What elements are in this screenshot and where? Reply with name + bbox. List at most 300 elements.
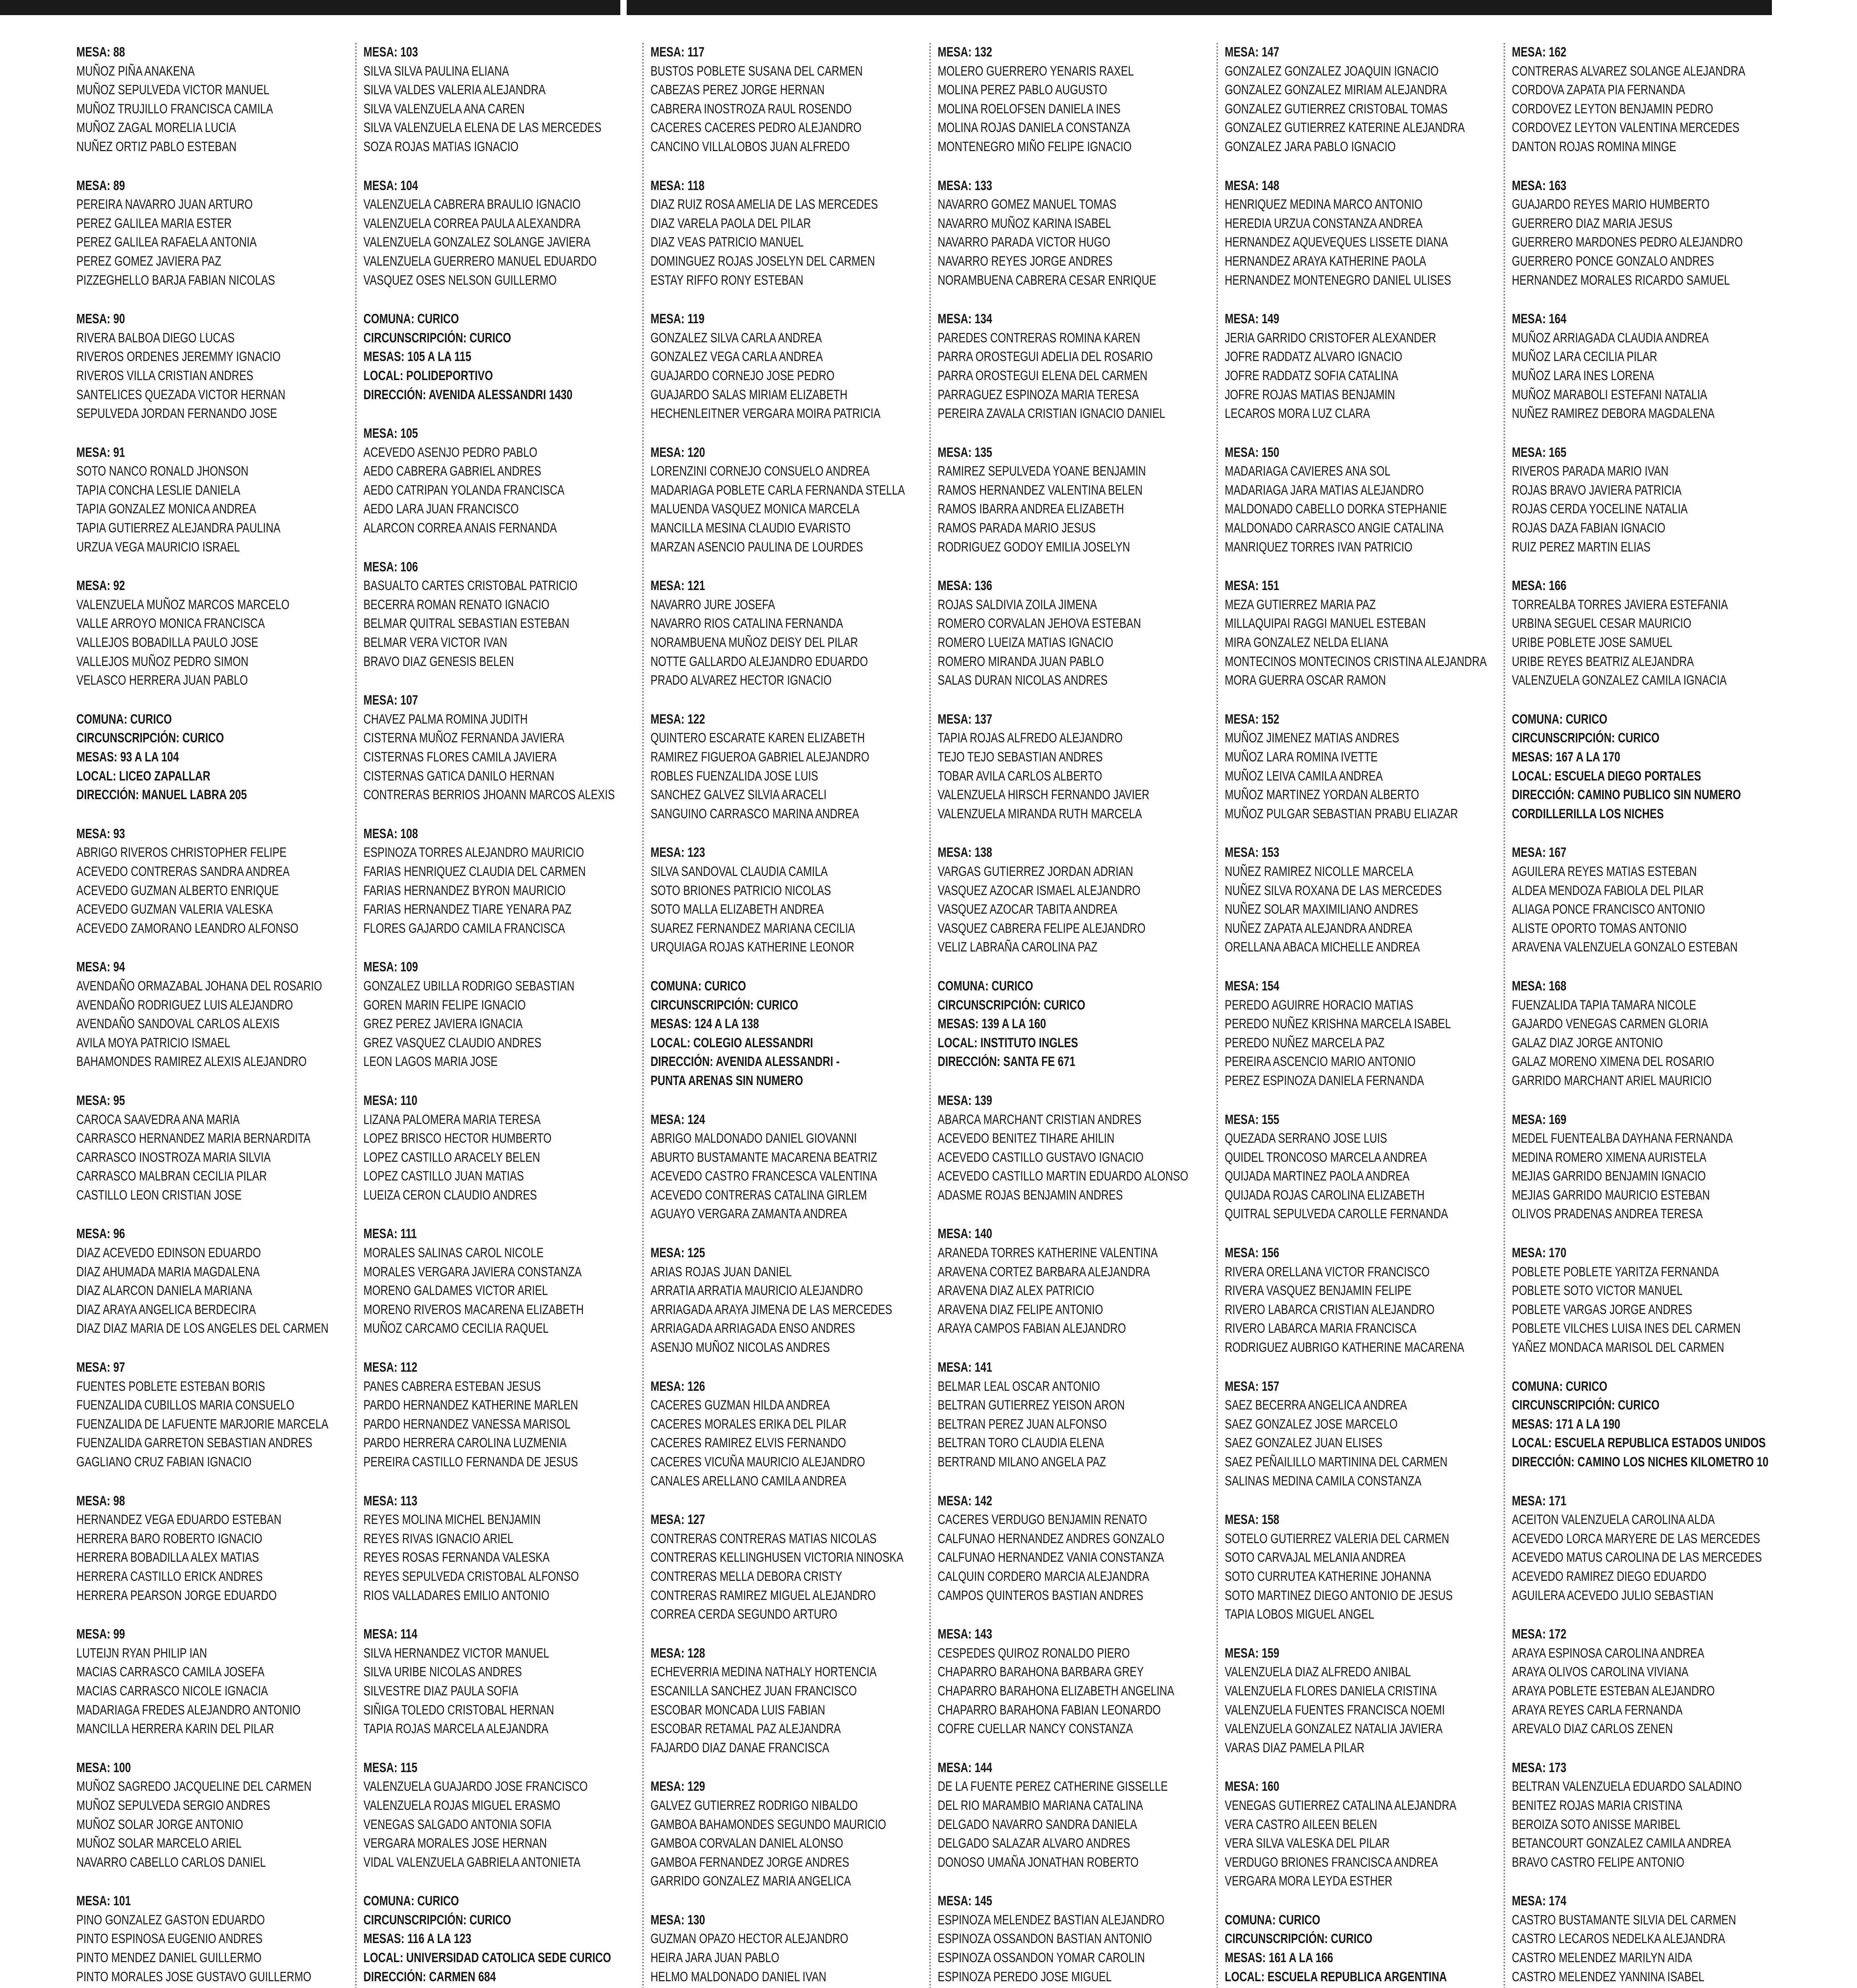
- voter-name: SAEZ GONZALEZ JOSE MARCELO: [1225, 1416, 1398, 1432]
- voter-name: HELMO MALDONADO DANIEL IVAN: [651, 1969, 827, 1984]
- voter-name: ROMERO CORVALAN JEHOVA ESTEBAN: [938, 616, 1141, 631]
- voter-name: VALENZUELA MIRANDA RUTH MARCELA: [938, 806, 1142, 821]
- voter-name: HERRERA CASTILLO ERICK ANDRES: [76, 1569, 263, 1584]
- polling-place-line: DIRECCIÓN: SANTA FE 671: [938, 1054, 1076, 1070]
- mesa-heading: MESA: 122: [651, 711, 705, 727]
- voter-name: GONZALEZ GUTIERREZ KATERINE ALEJANDRA: [1225, 120, 1465, 136]
- voter-name: ESCANILLA SANCHEZ JUAN FRANCISCO: [651, 1683, 857, 1699]
- voter-name: CONTRERAS ALVAREZ SOLANGE ALEJANDRA: [1512, 63, 1746, 79]
- voter-name: ACEVEDO LORCA MARYERE DE LAS MERCEDES: [1512, 1531, 1760, 1546]
- voter-name: MANRIQUEZ TORRES IVAN PATRICIO: [1225, 539, 1413, 555]
- mesa-heading: MESA: 106: [363, 559, 418, 575]
- voter-name: PAREDES CONTRERAS ROMINA KAREN: [938, 330, 1140, 346]
- voter-name: DIAZ VEAS PATRICIO MANUEL: [651, 235, 804, 250]
- voter-name: SILVA HERNANDEZ VICTOR MANUEL: [363, 1645, 550, 1661]
- mesa-block: [938, 1759, 1208, 1872]
- voter-name: MEDINA ROMERO XIMENA AURISTELA: [1512, 1149, 1707, 1165]
- mesa-heading: MESA: 154: [1225, 978, 1280, 994]
- voter-name: QUIJADA ROJAS CAROLINA ELIZABETH: [1225, 1187, 1425, 1203]
- voter-name: [938, 1986, 1148, 1988]
- mesa-heading: MESA: 126: [651, 1378, 705, 1394]
- voter-name: GREZ PEREZ JAVIERA IGNACIA: [363, 1016, 523, 1032]
- mesa-heading: MESA: 98: [76, 1493, 125, 1508]
- voter-name: ESCOBAR RETAMAL PAZ ALEJANDRA: [651, 1721, 841, 1737]
- voter-name: CACERES VERDUGO BENJAMIN RENATO: [938, 1512, 1147, 1528]
- voter-name: MANCILLA MESINA CLAUDIO EVARISTO: [651, 520, 851, 536]
- mesa-block: [1512, 977, 1782, 1091]
- voter-name: CAMPOS QUINTEROS BASTIAN ANDRES: [938, 1588, 1144, 1603]
- mesa-block: [651, 1377, 921, 1491]
- voter-name: ARIAS ROJAS JUAN DANIEL: [651, 1264, 792, 1279]
- mesa-block: [938, 310, 1208, 423]
- voter-name: CONTRERAS CONTRERAS MATIAS NICOLAS: [651, 1531, 877, 1546]
- voter-name: SANCHEZ GALVEZ SILVIA ARACELI: [651, 787, 827, 803]
- mesa-heading: MESA: 99: [76, 1627, 125, 1642]
- mesa-block: [651, 1510, 921, 1624]
- voter-name: GONZALEZ JARA PABLO IGNACIO: [1225, 139, 1396, 154]
- mesa-block: [938, 1492, 1208, 1606]
- voter-name: VASQUEZ OSES NELSON GUILLERMO: [363, 272, 557, 288]
- mesa-heading: MESA: 150: [1225, 445, 1280, 460]
- voter-name: ORELLANA ABACA MICHELLE ANDREA: [1225, 940, 1420, 955]
- mesa-heading: MESA: 158: [1225, 1512, 1280, 1528]
- voter-name: SUAREZ FERNANDEZ MARIANA CECILIA: [651, 920, 855, 936]
- mesa-block: [363, 825, 634, 938]
- voter-name: SOZA ROJAS MATIAS IGNACIO: [363, 139, 519, 154]
- mesa-heading: MESA: 165: [1512, 445, 1567, 460]
- voter-name: ACEVEDO GUZMAN ALBERTO ENRIQUE: [76, 883, 279, 898]
- voter-name: ACEVEDO BENITEZ TIHARE AHILIN: [938, 1131, 1115, 1146]
- mesa-block: [363, 43, 634, 157]
- voter-name: VERA SILVA VALESKA DEL PILAR: [1225, 1836, 1390, 1851]
- voter-name: VALENZUELA MUÑOZ MARCOS MARCELO: [76, 597, 289, 612]
- mesa-block: [651, 177, 921, 290]
- voter-name: URIBE POBLETE JOSE SAMUEL: [1512, 635, 1672, 650]
- voter-name: SILVA VALENZUELA ELENA DE LAS MERCEDES: [363, 120, 602, 136]
- voter-name: TAPIA CONCHA LESLIE DANIELA: [76, 482, 241, 498]
- voter-name: BUSTOS POBLETE SUSANA DEL CARMEN: [651, 63, 863, 79]
- voter-name: CORDOVA ZAPATA PIA FERNANDA: [1512, 82, 1685, 98]
- voter-name: POBLETE VARGAS JORGE ANDRES: [1512, 1302, 1692, 1317]
- mesa-block: [1512, 577, 1782, 690]
- voter-name: QUINTERO ESCARATE KAREN ELIZABETH: [651, 730, 865, 746]
- mesa-block: [938, 843, 1208, 957]
- mesa-heading: MESA: 148: [1225, 178, 1280, 193]
- polling-place-line: CIRCUNSCRIPCIÓN: CURICO: [1512, 730, 1660, 746]
- voter-name: FARIAS HERNANDEZ TIARE YENARA PAZ: [363, 902, 572, 917]
- voter-name: NORAMBUENA CABRERA CESAR ENRIQUE: [938, 272, 1156, 288]
- voter-name: MEJIAS GARRIDO BENJAMIN IGNACIO: [1512, 1169, 1706, 1184]
- top-rule-left: [0, 0, 620, 15]
- mesa-block: [1512, 1244, 1782, 1357]
- mesa-heading: MESA: 164: [1512, 311, 1567, 327]
- voter-name: ECHEVERRIA MEDINA NATHALY HORTENCIA: [651, 1664, 877, 1680]
- voter-name: MALDONADO CARRASCO ANGIE CATALINA: [1225, 520, 1444, 536]
- voter-name: CESPEDES QUIROZ RONALDO PIERO: [938, 1645, 1130, 1661]
- mesa-block: [363, 1091, 634, 1205]
- voter-name: DIAZ RUIZ ROSA AMELIA DE LAS MERCEDES: [651, 197, 878, 212]
- voter-name: DIAZ DIAZ MARIA DE LOS ANGELES DEL CARMEN: [76, 1321, 329, 1336]
- mesa-heading: MESA: 110: [363, 1093, 418, 1108]
- voter-name: GONZALEZ SILVA CARLA ANDREA: [651, 330, 822, 346]
- voter-name: CASTRO MELENDEZ MARILYN AIDA: [1512, 1950, 1692, 1966]
- voter-name: SAEZ PEÑAILILLO MARTININA DEL CARMEN: [1225, 1454, 1448, 1470]
- mesa-heading: MESA: 101: [76, 1893, 131, 1909]
- polling-place-info: [651, 977, 921, 1091]
- voter-name: GAMBOA BAHAMONDES SEGUNDO MAURICIO: [651, 1817, 886, 1832]
- mesa-heading: MESA: 167: [1512, 845, 1567, 860]
- polling-place-line: MESAS: 105 A LA 115: [363, 349, 472, 365]
- polling-place-line: PUNTA ARENAS SIN NUMERO: [651, 1073, 803, 1088]
- voter-name: FLORES GAJARDO CAMILA FRANCISCA: [363, 920, 565, 936]
- mesa-block: [651, 43, 921, 157]
- mesa-block: [76, 1492, 347, 1606]
- voter-name: VALENZUELA ROJAS MIGUEL ERASMO: [363, 1798, 561, 1813]
- voter-name: POBLETE POBLETE YARITZA FERNANDA: [1512, 1264, 1719, 1279]
- mesa-block: [1225, 1777, 1495, 1891]
- voter-name: CHAPARRO BARAHONA FABIAN LEONARDO: [938, 1702, 1161, 1718]
- mesa-block: [1512, 1759, 1782, 1872]
- voter-name: VARGAS GUTIERREZ JORDAN ADRIAN: [938, 864, 1133, 879]
- polling-place-info: [76, 710, 347, 805]
- voter-name: PEREZ GALILEA RAFAELA ANTONIA: [76, 235, 257, 250]
- mesa-heading: MESA: 160: [1225, 1779, 1280, 1794]
- mesa-block: [1225, 443, 1495, 557]
- mesa-heading: MESA: 166: [1512, 578, 1567, 594]
- polling-place-line: DIRECCIÓN: CARMEN 684: [363, 1969, 496, 1984]
- voter-name: HEREDIA URZUA CONSTANZA ANDREA: [1225, 215, 1423, 231]
- voter-name: VALLEJOS MUÑOZ PEDRO SIMON: [76, 654, 249, 669]
- mesa-heading: MESA: 159: [1225, 1645, 1280, 1661]
- voter-name: MEDEL FUENTEALBA DAYHANA FERNANDA: [1512, 1131, 1733, 1146]
- column-divider: [1216, 43, 1218, 1988]
- voter-name: MUÑOZ MARTINEZ YORDAN ALBERTO: [1225, 787, 1419, 803]
- mesa-block: [651, 443, 921, 557]
- voter-name: MANCILLA HERRERA KARIN DEL PILAR: [76, 1721, 274, 1737]
- voter-name: CASTILLO LEON CRISTIAN JOSE: [76, 1187, 242, 1203]
- voter-name: PEREIRA ASCENCIO MARIO ANTONIO: [1225, 1054, 1416, 1070]
- column-4: [938, 43, 1208, 1988]
- mesa-block: [1225, 1377, 1495, 1491]
- mesa-block: [938, 1225, 1208, 1338]
- mesa-heading: MESA: 127: [651, 1512, 705, 1528]
- mesa-block: [938, 43, 1208, 157]
- voter-name: CORDOVEZ LEYTON VALENTINA MERCEDES: [1512, 120, 1740, 136]
- voter-name: ROMERO MIRANDA JUAN PABLO: [938, 654, 1104, 669]
- mesa-block: [76, 1225, 347, 1338]
- voter-name: NUÑEZ SOLAR MAXIMILIANO ANDRES: [1225, 902, 1418, 917]
- voter-name: AVENDAÑO RODRIGUEZ LUIS ALEJANDRO: [76, 997, 293, 1013]
- voter-name: MUÑOZ LEIVA CAMILA ANDREA: [1225, 768, 1383, 784]
- polling-place-line: COMUNA: CURICO: [1512, 711, 1608, 727]
- voter-name: MORENO RIVEROS MACARENA ELIZABETH: [363, 1302, 584, 1317]
- voter-name: ALARCON CORREA ANAIS FERNANDA: [363, 520, 557, 536]
- mesa-heading: MESA: 124: [651, 1112, 705, 1127]
- voter-name: MOLINA ROJAS DANIELA CONSTANZA: [938, 120, 1131, 136]
- voter-name: NORAMBUENA MUÑOZ DEISY DEL PILAR: [651, 635, 858, 650]
- mesa-block: [1512, 1892, 1782, 1988]
- voter-name: CASTRO LECAROS NEDELKA ALEJANDRA: [1512, 1931, 1725, 1947]
- mesa-block: [76, 958, 347, 1072]
- voter-name: PARDO HERNANDEZ VANESSA MARISOL: [363, 1416, 571, 1432]
- voter-name: JERIA GARRIDO CRISTOFER ALEXANDER: [1225, 330, 1436, 346]
- mesa-heading: MESA: 144: [938, 1760, 993, 1775]
- voter-name: CABRERA INOSTROZA RAUL ROSENDO: [651, 101, 852, 116]
- voter-name: AEDO LARA JUAN FRANCISCO: [363, 501, 519, 517]
- voter-name: RIVERO LABARCA CRISTIAN ALEJANDRO: [1225, 1302, 1435, 1317]
- voter-name: ESPINOZA OSSANDON BASTIAN ANTONIO: [938, 1931, 1152, 1947]
- voter-name: DELGADO SALAZAR ALVARO ANDRES: [938, 1836, 1130, 1851]
- voter-name: MOLINA ROELOFSEN DANIELA INES: [938, 101, 1121, 116]
- voter-name: HERRERA BOBADILLA ALEX MATIAS: [76, 1550, 259, 1565]
- mesa-heading: MESA: 157: [1225, 1378, 1280, 1394]
- voter-name: DIAZ ALARCON DANIELA MARIANA: [76, 1283, 253, 1299]
- voter-name: FUENTES POBLETE ESTEBAN BORIS: [76, 1378, 265, 1394]
- mesa-block: [651, 1110, 921, 1224]
- voter-name: VALLEJOS BOBADILLA PAULO JOSE: [76, 635, 258, 650]
- mesa-heading: MESA: 155: [1225, 1112, 1280, 1127]
- voter-name: AEDO CATRIPAN YOLANDA FRANCISCA: [363, 482, 565, 498]
- polling-place-line: DIRECCIÓN: MANUEL LABRA 205: [76, 787, 247, 803]
- voter-name: SILVA URIBE NICOLAS ANDRES: [363, 1664, 522, 1680]
- voter-name: CONTRERAS BERRIOS JHOANN MARCOS ALEXIS: [363, 787, 615, 803]
- voter-name: PEREDO NUÑEZ MARCELA PAZ: [1225, 1035, 1385, 1050]
- column-divider: [929, 43, 931, 1988]
- voter-name: FARIAS HENRIQUEZ CLAUDIA DEL CARMEN: [363, 864, 586, 879]
- voter-name: BELTRAN VALENZUELA EDUARDO SALADINO: [1512, 1779, 1742, 1794]
- column-divider: [1503, 43, 1505, 1988]
- mesa-heading: MESA: 169: [1512, 1112, 1567, 1127]
- voter-name: TAPIA LOBOS MIGUEL ANGEL: [1225, 1607, 1374, 1622]
- voter-name: NAVARRO CABELLO CARLOS DANIEL: [76, 1854, 266, 1870]
- voter-name: CONTRERAS MELLA DEBORA CRISTY: [651, 1569, 842, 1584]
- voter-name: NAVARRO JURE JOSEFA: [651, 597, 775, 612]
- voter-name: ABARCA MARCHANT CRISTIAN ANDRES: [938, 1112, 1142, 1127]
- voter-name: CANALES ARELLANO CAMILA ANDREA: [651, 1473, 847, 1489]
- mesa-block: [938, 710, 1208, 824]
- mesa-heading: MESA: 135: [938, 445, 993, 460]
- voter-name: MUÑOZ LARA ROMINA IVETTE: [1225, 749, 1378, 765]
- polling-place-info: [938, 977, 1208, 1072]
- voter-name: MUÑOZ ZAGAL MORELIA LUCIA: [76, 120, 236, 136]
- voter-name: TAPIA ROJAS MARCELA ALEJANDRA: [363, 1721, 549, 1737]
- voter-name: ROJAS SALDIVIA ZOILA JIMENA: [938, 597, 1097, 612]
- voter-name: GUAJARDO REYES MARIO HUMBERTO: [1512, 197, 1710, 212]
- voter-name: RAMOS IBARRA ANDREA ELIZABETH: [938, 501, 1124, 517]
- voter-name: LUTEIJN RYAN PHILIP IAN: [76, 1645, 207, 1661]
- voter-name: ARAVENA VALENZUELA GONZALO ESTEBAN: [1512, 940, 1738, 955]
- mesa-heading: MESA: 129: [651, 1779, 705, 1794]
- voter-name: PEREDO AGUIRRE HORACIO MATIAS: [1225, 997, 1413, 1013]
- voter-name: NAVARRO REYES JORGE ANDRES: [938, 253, 1113, 269]
- polling-place-line: DIRECCIÓN: CAMINO LOS NICHES KILOMETRO 10: [1512, 1454, 1769, 1470]
- voter-name: RAMIREZ FIGUEROA GABRIEL ALEJANDRO: [651, 749, 870, 765]
- mesa-block: [651, 577, 921, 690]
- polling-place-line: LOCAL: UNIVERSIDAD CATOLICA SEDE CURICO: [363, 1950, 611, 1966]
- mesa-heading: MESA: 112: [363, 1360, 418, 1375]
- voter-name: MOLERO GUERRERO YENARIS RAXEL: [938, 63, 1134, 79]
- voter-name: FARIAS HERNANDEZ BYRON MAURICIO: [363, 883, 566, 898]
- voter-name: ESCOBAR MONCADA LUIS FABIAN: [651, 1702, 826, 1718]
- mesa-heading: MESA: 96: [76, 1226, 125, 1242]
- voter-name: MONTECINOS MONTECINOS CRISTINA ALEJANDRA: [1225, 654, 1487, 669]
- voter-name: SALINAS MEDINA CAMILA CONSTANZA: [1225, 1473, 1422, 1489]
- voter-name: DIAZ VARELA PAOLA DEL PILAR: [651, 215, 811, 231]
- mesa-heading: MESA: 132: [938, 45, 993, 60]
- mesa-heading: MESA: 97: [76, 1360, 125, 1375]
- voter-name: NAVARRO RIOS CATALINA FERNANDA: [651, 616, 843, 631]
- mesa-heading: MESA: 114: [363, 1627, 418, 1642]
- voter-name: ROJAS CERDA YOCELINE NATALIA: [1512, 501, 1688, 517]
- voter-name: VENEGAS GUTIERREZ CATALINA ALEJANDRA: [1225, 1798, 1457, 1813]
- mesa-block: [938, 1625, 1208, 1739]
- mesa-heading: MESA: 123: [651, 845, 705, 860]
- voter-name: CHAPARRO BARAHONA BARBARA GREY: [938, 1664, 1144, 1680]
- voter-name: SAEZ GONZALEZ JUAN ELISES: [1225, 1435, 1383, 1451]
- voter-name: RIVEROS VILLA CRISTIAN ANDRES: [76, 368, 254, 383]
- voter-name: MIRA GONZALEZ NELDA ELIANA: [1225, 635, 1389, 650]
- mesa-heading: MESA: 108: [363, 826, 418, 841]
- voter-name: HERRERA PEARSON JORGE EDUARDO: [76, 1588, 277, 1603]
- mesa-block: [76, 1759, 347, 1872]
- voter-name: TORREALBA TORRES JAVIERA ESTEFANIA: [1512, 597, 1728, 612]
- voter-name: CASTRO MELENDEZ YANNINA ISABEL: [1512, 1969, 1704, 1984]
- voter-name: DEL RIO MARAMBIO MARIANA CATALINA: [938, 1798, 1143, 1813]
- voter-name: BENITEZ ROJAS MARIA CRISTINA: [1512, 1798, 1682, 1813]
- mesa-block: [76, 1358, 347, 1472]
- voter-name: GAJARDO VENEGAS CARMEN GLORIA: [1512, 1016, 1708, 1032]
- voter-name: CONTRERAS RAMIREZ MIGUEL ALEJANDRO: [651, 1588, 876, 1603]
- voter-name: MORALES SALINAS CAROL NICOLE: [363, 1245, 544, 1261]
- voter-name: VERDUGO BRIONES FRANCISCA ANDREA: [1225, 1854, 1438, 1870]
- voter-name: ACEVEDO CASTILLO GUSTAVO IGNACIO: [938, 1149, 1144, 1165]
- voter-name: COFRE CUELLAR NANCY CONSTANZA: [938, 1721, 1133, 1737]
- voter-name: AGUILERA ACEVEDO JULIO SEBASTIAN: [1512, 1588, 1713, 1603]
- mesa-block: [76, 443, 347, 557]
- mesa-heading: MESA: 171: [1512, 1493, 1567, 1508]
- voter-name: ROJAS BRAVO JAVIERA PATRICIA: [1512, 482, 1682, 498]
- mesa-heading: MESA: 120: [651, 445, 705, 460]
- voter-name: MUÑOZ MARABOLI ESTEFANI NATALIA: [1512, 387, 1707, 402]
- voter-name: RAMIREZ SEPULVEDA YOANE BENJAMIN: [938, 464, 1146, 479]
- voter-name: CACERES MORALES ERIKA DEL PILAR: [651, 1416, 847, 1432]
- mesa-heading: MESA: 100: [76, 1760, 131, 1775]
- polling-place-line: LOCAL: ESCUELA DIEGO PORTALES: [1512, 768, 1701, 784]
- voter-name: GUERRERO DIAZ MARIA JESUS: [1512, 215, 1672, 231]
- mesa-block: [938, 1892, 1208, 1988]
- voter-name: TAPIA ROJAS ALFREDO ALEJANDRO: [938, 730, 1123, 746]
- voter-name: PEREIRA CASTILLO FERNANDA DE JESUS: [363, 1454, 578, 1470]
- voter-name: BECERRA ROMAN RENATO IGNACIO: [363, 597, 550, 612]
- voter-name: MEJIAS GARRIDO MAURICIO ESTEBAN: [1512, 1187, 1710, 1203]
- voter-name: RIVERA ORELLANA VICTOR FRANCISCO: [1225, 1264, 1430, 1279]
- voter-name: CONTRERAS KELLINGHUSEN VICTORIA NINOSKA: [651, 1550, 904, 1565]
- voter-name: RIVERA VASQUEZ BENJAMIN FELIPE: [1225, 1283, 1412, 1299]
- mesa-block: [1512, 443, 1782, 557]
- voter-name: PARDO HERNANDEZ KATHERINE MARLEN: [363, 1398, 578, 1413]
- voter-name: DOMINGUEZ ROJAS JOSELYN DEL CARMEN: [651, 253, 875, 269]
- polling-place-line: MESAS: 171 A LA 190: [1512, 1416, 1620, 1432]
- voter-name: CHAVEZ PALMA ROMINA JUDITH: [363, 711, 528, 727]
- voter-name: ESPINOZA MELENDEZ BASTIAN ALEJANDRO: [938, 1912, 1165, 1928]
- voter-name: VASQUEZ CABRERA FELIPE ALEJANDRO: [938, 920, 1146, 936]
- voter-name: RIOS VALLADARES EMILIO ANTONIO: [363, 1588, 550, 1603]
- mesa-heading: MESA: 137: [938, 711, 993, 727]
- voter-name: AVENDAÑO SANDOVAL CARLOS ALEXIS: [76, 1016, 280, 1032]
- voter-name: VERGARA MORA LEYDA ESTHER: [1225, 1873, 1393, 1889]
- voter-name: DIAZ ARAYA ANGELICA BERDECIRA: [76, 1302, 256, 1317]
- voter-name: FUENZALIDA CUBILLOS MARIA CONSUELO: [76, 1398, 295, 1413]
- voter-name: GALAZ MORENO XIMENA DEL ROSARIO: [1512, 1054, 1714, 1070]
- voter-name: VALENZUELA CABRERA BRAULIO IGNACIO: [363, 197, 581, 212]
- polling-place-line: DIRECCIÓN: AVENIDA ALESSANDRI -: [651, 1054, 840, 1070]
- voter-name: URBINA SEGUEL CESAR MAURICIO: [1512, 616, 1692, 631]
- voter-list-columns: [76, 43, 1802, 1988]
- mesa-heading: MESA: 174: [1512, 1893, 1567, 1909]
- polling-place-line: COMUNA: CURICO: [1512, 1378, 1608, 1394]
- mesa-heading: MESA: 128: [651, 1645, 705, 1661]
- voter-name: ASENJO MUÑOZ NICOLAS ANDRES: [651, 1340, 830, 1355]
- polling-place-line: CIRCUNSCRIPCIÓN: CURICO: [651, 997, 798, 1013]
- mesa-block: [651, 1244, 921, 1357]
- voter-name: ACEVEDO RAMIREZ DIEGO EDUARDO: [1512, 1569, 1707, 1584]
- voter-name: VALENZUELA GONZALEZ SOLANGE JAVIERA: [363, 235, 591, 250]
- voter-name: SANTELICES QUEZADA VICTOR HERNAN: [76, 387, 286, 402]
- polling-place-line: DIRECCIÓN: CAMINO PUBLICO SIN NUMERO: [1512, 787, 1741, 803]
- voter-name: SOTO MARTINEZ DIEGO ANTONIO DE JESUS: [1225, 1588, 1453, 1603]
- voter-name: SOTO CARVAJAL MELANIA ANDREA: [1225, 1550, 1406, 1565]
- voter-name: VALENZUELA GUAJARDO JOSE FRANCISCO: [363, 1779, 588, 1794]
- mesa-heading: MESA: 104: [363, 178, 418, 193]
- voter-name: DIAZ AHUMADA MARIA MAGDALENA: [76, 1264, 260, 1279]
- voter-name: REYES ROSAS FERNANDA VALESKA: [363, 1550, 550, 1565]
- mesa-heading: MESA: 141: [938, 1360, 993, 1375]
- voter-name: POBLETE VILCHES LUISA INES DEL CARMEN: [1512, 1321, 1741, 1336]
- mesa-heading: MESA: 138: [938, 845, 993, 860]
- voter-name: ROJAS DAZA FABIAN IGNACIO: [1512, 520, 1666, 536]
- voter-name: ACEVEDO GUZMAN VALERIA VALESKA: [76, 902, 273, 917]
- voter-name: CALFUNAO HERNANDEZ VANIA CONSTANZA: [938, 1550, 1164, 1565]
- voter-name: ESPINOZA OSSANDON YOMAR CAROLIN: [938, 1950, 1145, 1966]
- voter-name: QUEZADA SERRANO JOSE LUIS: [1225, 1131, 1387, 1146]
- voter-name: RAMOS HERNANDEZ VALENTINA BELEN: [938, 482, 1143, 498]
- voter-name: DIAZ ACEVEDO EDINSON EDUARDO: [76, 1245, 261, 1261]
- voter-name: MORA GUERRA OSCAR RAMON: [1225, 673, 1386, 688]
- mesa-block: [76, 577, 347, 690]
- voter-name: PEREIRA NAVARRO JUAN ARTURO: [76, 197, 253, 212]
- voter-name: HERNANDEZ VEGA EDUARDO ESTEBAN: [76, 1512, 282, 1528]
- mesa-heading: MESA: 172: [1512, 1627, 1567, 1642]
- voter-name: BETANCOURT GONZALEZ CAMILA ANDREA: [1512, 1836, 1731, 1851]
- mesa-block: [76, 310, 347, 423]
- mesa-block: [1512, 1492, 1782, 1606]
- voter-name: DE LA FUENTE PEREZ CATHERINE GISSELLE: [938, 1779, 1168, 1794]
- mesa-block: [363, 424, 634, 538]
- voter-name: BEROIZA SOTO ANISSE MARIBEL: [1512, 1817, 1680, 1832]
- polling-place-line: MESAS: 161 A LA 166: [1225, 1950, 1333, 1966]
- voter-name: ACEVEDO CASTILLO MARTIN EDUARDO ALONSO: [938, 1169, 1189, 1184]
- voter-name: TAPIA GONZALEZ MONICA ANDREA: [76, 501, 256, 517]
- voter-name: URZUA VEGA MAURICIO ISRAEL: [76, 539, 240, 555]
- mesa-block: [363, 558, 634, 672]
- voter-name: GUZMAN OPAZO HECTOR ALEJANDRO: [651, 1931, 849, 1947]
- voter-name: AVENDAÑO ORMAZABAL JOHANA DEL ROSARIO: [76, 978, 322, 994]
- voter-name: VELIZ LABRAÑA CAROLINA PAZ: [938, 940, 1097, 955]
- voter-name: YAÑEZ MONDACA MARISOL DEL CARMEN: [1512, 1340, 1724, 1355]
- polling-place-line: CIRCUNSCRIPCIÓN: CURICO: [1512, 1398, 1660, 1413]
- voter-name: ARAVENA DIAZ FELIPE ANTONIO: [938, 1302, 1103, 1317]
- voter-name: HERNANDEZ MORALES RICARDO SAMUEL: [1512, 272, 1730, 288]
